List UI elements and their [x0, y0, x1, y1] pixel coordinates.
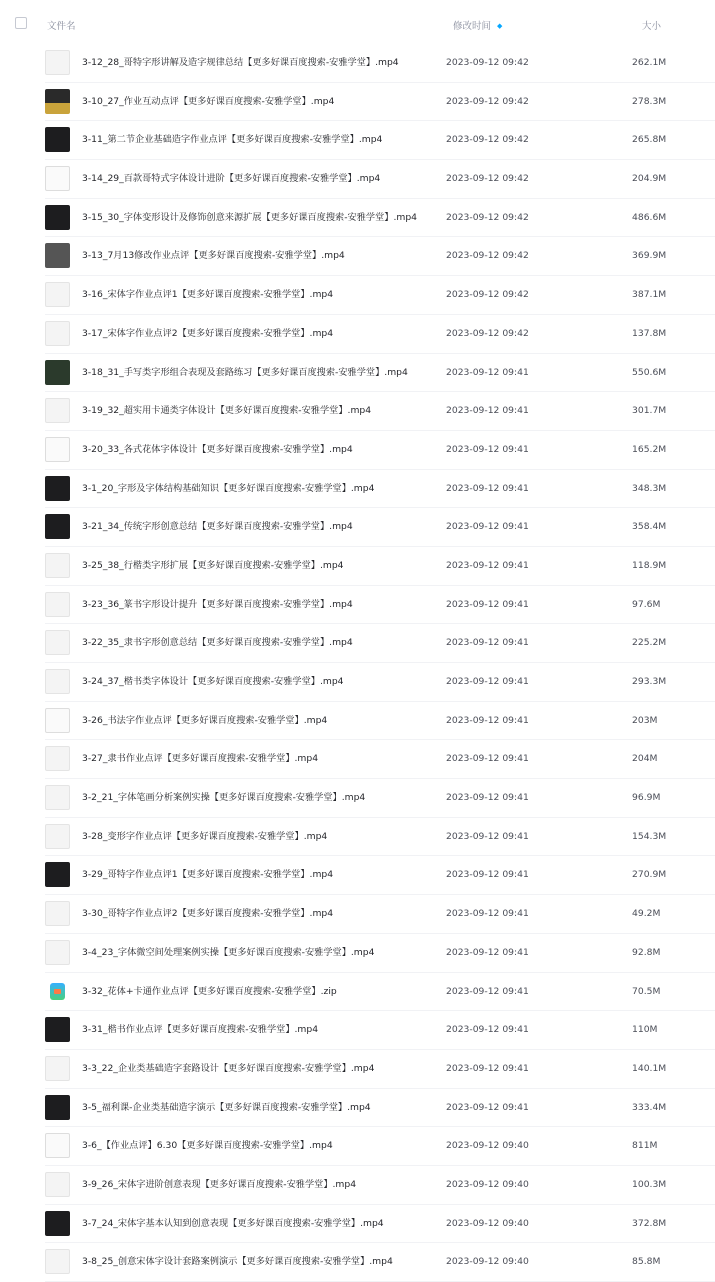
file-modified-time: 2023-09-12 09:40: [446, 1256, 529, 1268]
video-thumbnail[interactable]: [45, 1133, 70, 1158]
file-row[interactable]: [0, 1127, 715, 1166]
file-name[interactable]: 3-12_28_哥特字形讲解及造字规律总结【更多好课百度搜索-安雅学堂】.mp4: [82, 57, 399, 68]
file-modified-time: 2023-09-12 09:41: [446, 482, 529, 494]
file-row[interactable]: [0, 779, 715, 818]
file-name[interactable]: 3-6_【作业点评】6.30【更多好课百度搜索-安雅学堂】.mp4: [82, 1140, 333, 1152]
file-name[interactable]: 3-30_哥特字作业点评2【更多好课百度搜索-安雅学堂】.mp4: [82, 908, 334, 920]
file-name[interactable]: 3-8_25_创意宋体字设计套路案例演示【更多好课百度搜索-安雅学堂】.mp4: [82, 1256, 393, 1268]
file-name[interactable]: 3-17_宋体字作业点评2【更多好课百度搜索-安雅学堂】.mp4: [82, 327, 334, 339]
file-size: 550.6M: [632, 366, 667, 378]
file-list-header: [0, 0, 715, 44]
file-modified-time: 2023-09-12 09:41: [446, 714, 529, 726]
file-name[interactable]: 3-26_书法字作业点评【更多好课百度搜索-安雅学堂】.mp4: [82, 714, 328, 726]
column-header-time-label: 修改时间: [453, 21, 492, 32]
zip-file-icon[interactable]: [45, 979, 70, 1004]
file-row[interactable]: [0, 624, 715, 663]
file-size: 92.8M: [632, 946, 661, 958]
file-row[interactable]: [0, 663, 715, 702]
file-row[interactable]: [0, 1205, 715, 1244]
file-name[interactable]: 3-27_隶书作业点评【更多好课百度搜索-安雅学堂】.mp4: [82, 753, 319, 765]
file-row[interactable]: [0, 470, 715, 509]
video-thumbnail[interactable]: [45, 1056, 70, 1081]
file-size: 348.3M: [632, 482, 667, 494]
file-modified-time: 2023-09-12 09:42: [446, 173, 529, 185]
video-thumbnail[interactable]: [45, 476, 70, 501]
file-name[interactable]: 3-28_变形字作业点评【更多好课百度搜索-安雅学堂】.mp4: [82, 830, 328, 842]
file-modified-time: 2023-09-12 09:41: [446, 366, 529, 378]
file-size: 278.3M: [632, 95, 667, 107]
file-name[interactable]: 3-23_36_篆书字形设计提升【更多好课百度搜索-安雅学堂】.mp4: [82, 598, 353, 610]
file-modified-time: 2023-09-12 09:42: [446, 95, 529, 107]
file-modified-time: 2023-09-12 09:42: [446, 289, 529, 301]
file-size: 270.9M: [632, 869, 667, 881]
file-row[interactable]: [0, 121, 715, 160]
video-thumbnail[interactable]: [45, 166, 70, 191]
video-thumbnail[interactable]: [45, 437, 70, 462]
video-thumbnail[interactable]: [45, 243, 70, 268]
file-modified-time: 2023-09-12 09:42: [446, 134, 529, 146]
file-name[interactable]: 3-25_38_行楷类字形扩展【更多好课百度搜索-安雅学堂】.mp4: [82, 559, 344, 571]
column-header-name[interactable]: 文件名: [47, 21, 76, 32]
file-modified-time: 2023-09-12 09:41: [446, 521, 529, 533]
file-name[interactable]: 3-29_哥特字作业点评1【更多好课百度搜索-安雅学堂】.mp4: [82, 869, 334, 881]
file-modified-time: 2023-09-12 09:41: [446, 985, 529, 997]
file-size: 97.6M: [632, 598, 661, 610]
file-modified-time: 2023-09-12 09:41: [446, 946, 529, 958]
file-size: 225.2M: [632, 637, 667, 649]
file-name[interactable]: 3-21_34_传统字形创意总结【更多好课百度搜索-安雅学堂】.mp4: [82, 521, 353, 533]
file-row[interactable]: [0, 83, 715, 122]
video-thumbnail[interactable]: [45, 282, 70, 307]
file-size: 204.9M: [632, 173, 667, 185]
file-name[interactable]: 3-18_31_手写类字形组合表现及套路练习【更多好课百度搜索-安雅学堂】.mp4: [82, 366, 408, 378]
file-name[interactable]: 3-22_35_隶书字形创意总结【更多好课百度搜索-安雅学堂】.mp4: [82, 637, 353, 649]
video-thumbnail[interactable]: [45, 89, 70, 114]
file-row[interactable]: [0, 160, 715, 199]
video-thumbnail[interactable]: [45, 785, 70, 810]
file-size: 140.1M: [632, 1062, 667, 1074]
file-modified-time: 2023-09-12 09:42: [446, 327, 529, 339]
select-all-checkbox[interactable]: [15, 17, 27, 29]
file-modified-time: 2023-09-12 09:40: [446, 1217, 529, 1229]
video-thumbnail[interactable]: [45, 708, 70, 733]
file-size: 811M: [632, 1140, 658, 1152]
video-thumbnail[interactable]: [45, 321, 70, 346]
file-row[interactable]: [0, 431, 715, 470]
file-name[interactable]: 3-1_20_字形及字体结构基础知识【更多好课百度搜索-安雅学堂】.mp4: [82, 482, 375, 494]
file-name[interactable]: 3-20_33_各式花体字体设计【更多好课百度搜索-安雅学堂】.mp4: [82, 443, 353, 455]
video-thumbnail[interactable]: [45, 630, 70, 655]
file-size: 333.4M: [632, 1101, 667, 1113]
file-modified-time: 2023-09-12 09:41: [446, 908, 529, 920]
file-name[interactable]: 3-15_30_字体变形设计及修饰创意来源扩展【更多好课百度搜索-安雅学堂】.mp4: [82, 211, 418, 223]
file-size: 118.9M: [632, 559, 667, 571]
file-modified-time: 2023-09-12 09:41: [446, 869, 529, 881]
file-size: 85.8M: [632, 1256, 661, 1268]
archive-icon: [50, 983, 65, 1000]
file-size: 204M: [632, 753, 658, 765]
file-modified-time: 2023-09-12 09:41: [446, 830, 529, 842]
file-row[interactable]: [0, 1089, 715, 1128]
file-modified-time: 2023-09-12 09:41: [446, 792, 529, 804]
file-modified-time: 2023-09-12 09:41: [446, 598, 529, 610]
file-name[interactable]: 3-19_32_超实用卡通类字体设计【更多好课百度搜索-安雅学堂】.mp4: [82, 405, 372, 417]
file-row[interactable]: [0, 856, 715, 895]
file-size: 49.2M: [632, 908, 661, 920]
video-thumbnail[interactable]: [45, 746, 70, 771]
file-size: 100.3M: [632, 1178, 667, 1190]
file-row[interactable]: [0, 1166, 715, 1205]
file-name[interactable]: 3-7_24_宋体字基本认知到创意表现【更多好课百度搜索-安雅学堂】.mp4: [82, 1217, 384, 1229]
video-thumbnail[interactable]: [45, 205, 70, 230]
file-name[interactable]: 3-24_37_楷书类字体设计【更多好课百度搜索-安雅学堂】.mp4: [82, 676, 344, 687]
file-row[interactable]: [0, 818, 715, 857]
file-row[interactable]: [0, 973, 715, 1012]
video-thumbnail[interactable]: [45, 901, 70, 926]
file-name[interactable]: 3-14_29_百款哥特式字体设计进阶【更多好课百度搜索-安雅学堂】.mp4: [82, 173, 381, 185]
column-header-size[interactable]: 大小: [642, 21, 662, 32]
file-row[interactable]: [0, 199, 715, 238]
file-row[interactable]: [0, 315, 715, 354]
file-name[interactable]: 3-10_27_作业互动点评【更多好课百度搜索-安雅学堂】.mp4: [82, 95, 335, 107]
video-thumbnail[interactable]: [45, 1095, 70, 1120]
file-modified-time: 2023-09-12 09:42: [446, 250, 529, 262]
video-thumbnail[interactable]: [45, 1172, 70, 1197]
file-size: 372.8M: [632, 1217, 667, 1229]
file-size: 70.5M: [632, 985, 661, 997]
file-modified-time: 2023-09-12 09:42: [446, 57, 529, 68]
video-thumbnail[interactable]: [45, 669, 70, 694]
file-modified-time: 2023-09-12 09:42: [446, 211, 529, 223]
file-row[interactable]: [0, 586, 715, 625]
file-row[interactable]: [0, 276, 715, 315]
file-modified-time: 2023-09-12 09:41: [446, 1062, 529, 1074]
file-row[interactable]: [0, 508, 715, 547]
column-header-time[interactable]: [453, 18, 502, 32]
file-size: 293.3M: [632, 676, 667, 687]
file-name[interactable]: 3-11_第二节企业基础造字作业点评【更多好课百度搜索-安雅学堂】.mp4: [82, 134, 383, 146]
file-size: 110M: [632, 1024, 658, 1036]
file-modified-time: 2023-09-12 09:41: [446, 1101, 529, 1113]
file-row[interactable]: [0, 547, 715, 586]
video-thumbnail[interactable]: [45, 553, 70, 578]
video-thumbnail[interactable]: [45, 1249, 70, 1274]
file-modified-time: 2023-09-12 09:41: [446, 1024, 529, 1036]
file-size: 358.4M: [632, 521, 667, 533]
file-size: 203M: [632, 714, 658, 726]
file-size: 301.7M: [632, 405, 667, 417]
file-row[interactable]: [0, 392, 715, 431]
video-thumbnail[interactable]: [45, 127, 70, 152]
file-size: 96.9M: [632, 792, 661, 804]
video-thumbnail[interactable]: [45, 514, 70, 539]
file-row[interactable]: [0, 354, 715, 393]
file-row[interactable]: [0, 702, 715, 741]
video-thumbnail[interactable]: [45, 1017, 70, 1042]
video-thumbnail[interactable]: [45, 592, 70, 617]
file-modified-time: 2023-09-12 09:41: [446, 559, 529, 571]
file-row[interactable]: [0, 1011, 715, 1050]
file-size: 165.2M: [632, 443, 667, 455]
file-row[interactable]: [0, 934, 715, 973]
video-thumbnail[interactable]: [45, 824, 70, 849]
file-row[interactable]: [0, 740, 715, 779]
file-modified-time: 2023-09-12 09:41: [446, 405, 529, 417]
file-name[interactable]: 3-32_花体+卡通作业点评【更多好课百度搜索-安雅学堂】.zip: [82, 985, 337, 997]
file-size: 137.8M: [632, 327, 667, 339]
file-name[interactable]: 3-4_23_字体微空间处理案例实操【更多好课百度搜索-安雅学堂】.mp4: [82, 946, 375, 958]
file-name[interactable]: 3-13_7月13修改作业点评【更多好课百度搜索-安雅学堂】.mp4: [82, 250, 345, 262]
video-thumbnail[interactable]: [45, 940, 70, 965]
file-modified-time: 2023-09-12 09:40: [446, 1140, 529, 1152]
file-name[interactable]: 3-9_26_宋体字进阶创意表现【更多好课百度搜索-安雅学堂】.mp4: [82, 1178, 357, 1190]
file-row[interactable]: [0, 1243, 715, 1282]
video-thumbnail[interactable]: [45, 360, 70, 385]
file-size: 154.3M: [632, 830, 667, 842]
file-row[interactable]: [0, 237, 715, 276]
file-size: 265.8M: [632, 134, 667, 146]
file-list: [0, 44, 715, 1282]
file-row[interactable]: [0, 895, 715, 934]
sort-down-icon[interactable]: ◆: [497, 22, 503, 30]
file-row[interactable]: [0, 1050, 715, 1089]
file-modified-time: 2023-09-12 09:40: [446, 1178, 529, 1190]
video-thumbnail[interactable]: [45, 50, 70, 75]
file-row[interactable]: [0, 44, 715, 83]
file-size: 369.9M: [632, 250, 667, 262]
file-name[interactable]: 3-16_宋体字作业点评1【更多好课百度搜索-安雅学堂】.mp4: [82, 289, 334, 301]
file-name[interactable]: 3-3_22_企业类基础造字套路设计【更多好课百度搜索-安雅学堂】.mp4: [82, 1062, 375, 1074]
file-name[interactable]: 3-2_21_字体笔画分析案例实操【更多好课百度搜索-安雅学堂】.mp4: [82, 792, 366, 804]
file-modified-time: 2023-09-12 09:41: [446, 443, 529, 455]
file-size: 387.1M: [632, 289, 667, 301]
video-thumbnail[interactable]: [45, 1211, 70, 1236]
file-size: 262.1M: [632, 57, 667, 68]
file-name[interactable]: 3-31_楷书作业点评【更多好课百度搜索-安雅学堂】.mp4: [82, 1024, 319, 1036]
video-thumbnail[interactable]: [45, 398, 70, 423]
file-modified-time: 2023-09-12 09:41: [446, 676, 529, 687]
file-name[interactable]: 3-5_福利课-企业类基础造字演示【更多好课百度搜索-安雅学堂】.mp4: [82, 1101, 371, 1113]
file-modified-time: 2023-09-12 09:41: [446, 753, 529, 765]
file-size: 486.6M: [632, 211, 667, 223]
video-thumbnail[interactable]: [45, 862, 70, 887]
file-modified-time: 2023-09-12 09:41: [446, 637, 529, 649]
